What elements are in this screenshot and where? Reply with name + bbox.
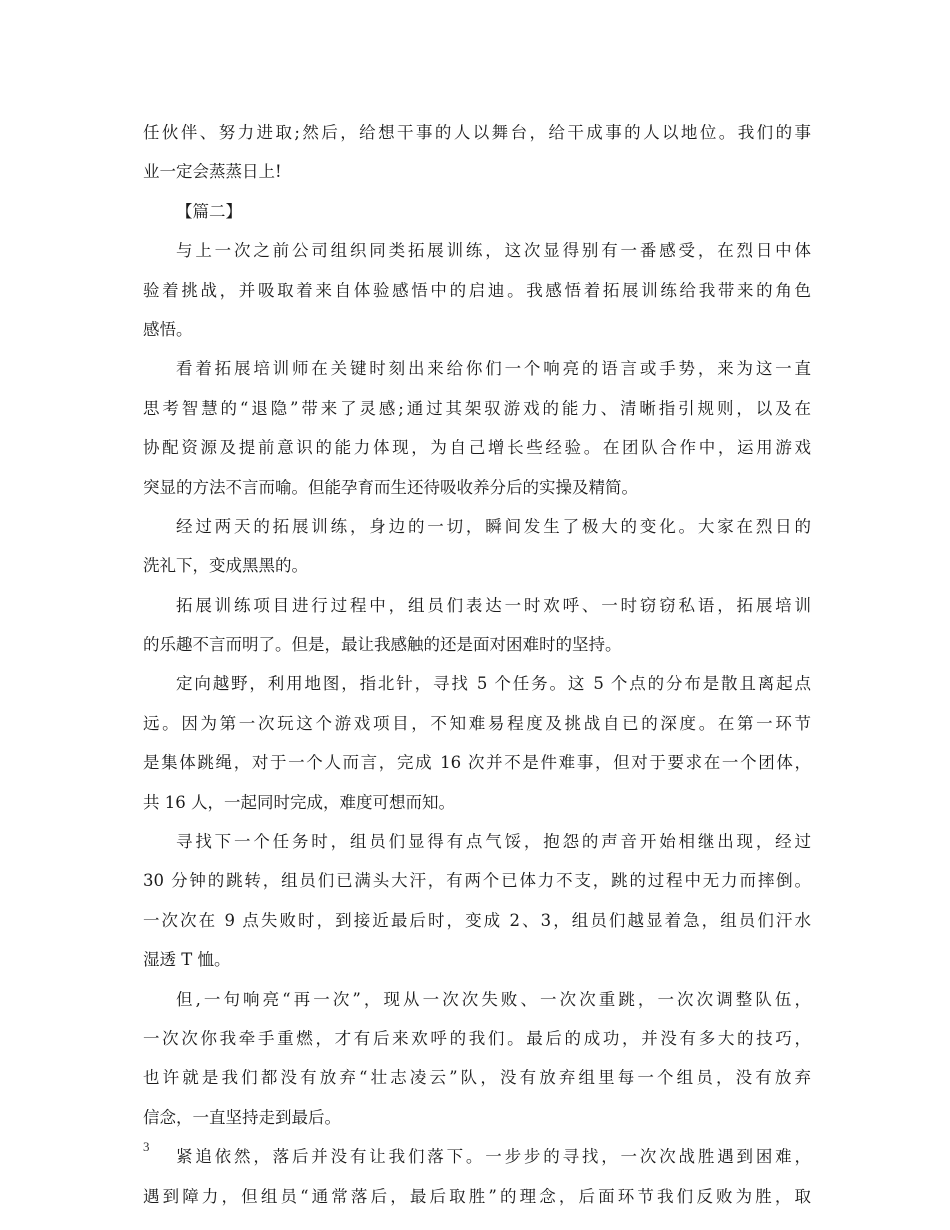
text-line: 任伙伴、努力进取;然后，给想干事的人以舞台，给干成事的人以地位。我们的事 bbox=[143, 123, 811, 142]
text-line: 共 16 人，一起同时完成，难度可想而知。 bbox=[143, 792, 455, 812]
text-line: 与上一次之前公司组织同类拓展训练，这次显得别有一番感受，在烈日中体 bbox=[176, 241, 811, 261]
text-line: 是集体跳绳，对于一个人而言，完成 16 次并不是件难事，但对于要求在一个团体， bbox=[143, 753, 811, 773]
text-line: 验着挑战，并吸取着来自体验感悟中的启迪。我感悟着拓展训练给我带来的角色 bbox=[143, 280, 811, 300]
text-line: 远。因为第一次玩这个游戏项目，不知难易程度及挑战自已的深度。在第一环节 bbox=[143, 713, 811, 733]
text-line: 信念，一直坚持走到最后。 bbox=[143, 1107, 341, 1127]
text-line: 30 分钟的跳转，组员们已满头大汗，有两个已体力不支，跳的过程中无力而摔倒。 bbox=[143, 871, 811, 891]
text-line: 业一定会蒸蒸日上! bbox=[143, 162, 282, 182]
text-line: 紧追依然，落后并没有让我们落下。一步步的寻找，一次次战胜遇到困难， bbox=[176, 1147, 811, 1167]
text-line: 思考智慧的“退隐”带来了灵感;通过其架驭游戏的能力、清晰指引规则，以及在 bbox=[143, 398, 811, 418]
text-line: 寻找下一个任务时，组员们显得有点气馁，抱怨的声音开始相继出现，经过 bbox=[176, 832, 811, 852]
text-line: 定向越野，利用地图，指北针，寻找 5 个任务。这 5 个点的分布是散且离起点 bbox=[176, 674, 811, 694]
body-text bbox=[143, 113, 811, 1216]
text-line: 拓展训练项目进行过程中，组员们表达一时欢呼、一时窃窃私语，拓展培训 bbox=[176, 595, 811, 615]
page-number: 3 bbox=[143, 1139, 150, 1154]
text-line: 协配资源及提前意识的能力体现，为自己增长些经验。在团队合作中，运用游戏 bbox=[143, 438, 811, 458]
text-line: 经过两天的拓展训练，身边的一切，瞬间发生了极大的变化。大家在烈日的 bbox=[176, 516, 811, 536]
text-line: 洗礼下，变成黑黑的。 bbox=[143, 556, 308, 576]
text-line: 的乐趣不言而明了。但是，最让我感触的还是面对困难时的坚持。 bbox=[143, 635, 622, 655]
text-line: 感悟。 bbox=[143, 319, 193, 339]
text-line: 也许就是我们都没有放弃“壮志凌云”队，没有放弃组里每一个组员，没有放弃 bbox=[143, 1068, 811, 1088]
text-line: 但,一句响亮“再一次”，现从一次次失败、一次次重跳，一次次调整队伍， bbox=[176, 989, 811, 1009]
text-line: 突显的方法不言而喻。但能孕育而生还待吸收养分后的实操及精简。 bbox=[143, 477, 638, 497]
text-line: 湿透 T 恤。 bbox=[143, 950, 231, 970]
text-line: 遇到障力，但组员“通常落后，最后取胜”的理念，后面环节我们反败为胜，取 bbox=[143, 1186, 811, 1206]
text-line: 【篇二】 bbox=[176, 201, 242, 221]
text-line: 看着拓展培训师在关键时刻出来给你们一个响亮的语言或手势，来为这一直 bbox=[176, 359, 811, 379]
text-line: 一次次在 9 点失败时，到接近最后时，变成 2、3，组员们越显着急，组员们汗水 bbox=[143, 910, 811, 930]
text-line: 一次次你我牵手重燃，才有后来欢呼的我们。最后的成功，并没有多大的技巧， bbox=[143, 1028, 811, 1048]
